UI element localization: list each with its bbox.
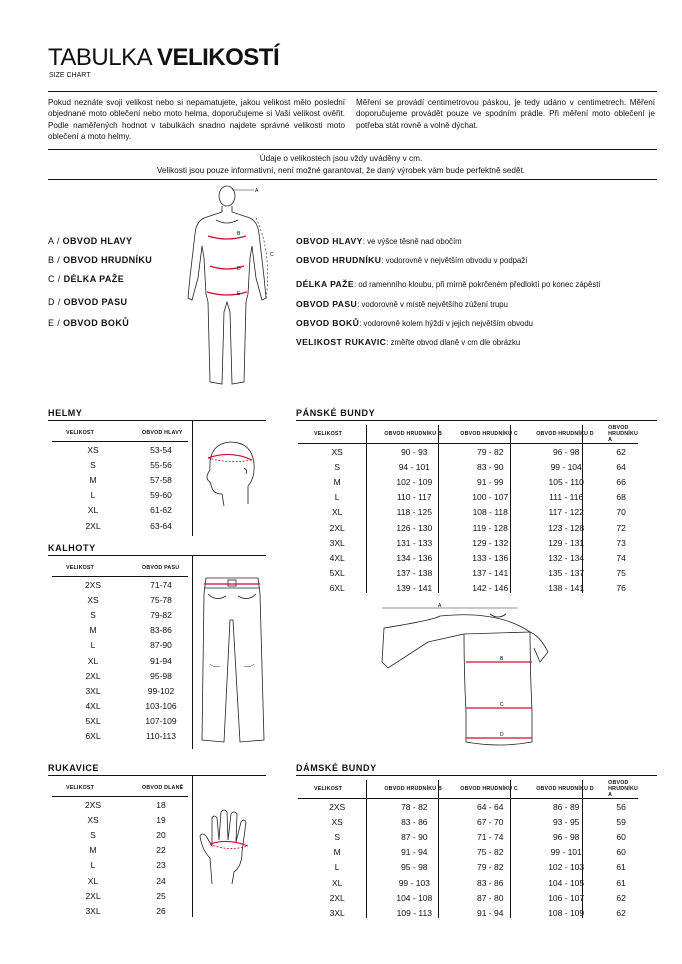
kalhoty-vline	[192, 555, 193, 749]
legend-letter: E	[48, 318, 55, 328]
cell-size: XL	[331, 507, 343, 518]
col-header-chest-c: OBVOD HRUDNÍKU C	[452, 780, 528, 799]
figure-label-a: A	[255, 188, 259, 194]
damske-vline-3	[510, 780, 511, 918]
cell-value: 117 - 122	[548, 507, 584, 518]
cell-size: XS	[331, 446, 343, 457]
cell-value: 71-74	[150, 579, 172, 590]
table-row	[52, 668, 188, 683]
cell-size: XL	[87, 655, 99, 666]
table-row	[52, 843, 188, 858]
table-row	[52, 518, 188, 533]
panske-vline-4	[582, 425, 583, 593]
cell-value: 83 - 90	[476, 461, 504, 472]
cell-value: 66	[616, 476, 626, 487]
cell-value: 71 - 74	[476, 831, 504, 842]
jacket-label-a: A	[438, 603, 442, 609]
table-row	[52, 797, 188, 813]
cell-size: 3XL	[329, 907, 345, 918]
cell-value: 75-78	[150, 594, 172, 605]
cell-value: 68	[616, 492, 626, 503]
table-row	[298, 474, 638, 489]
cell-size: S	[334, 461, 340, 472]
jacket-label-c: C	[500, 702, 504, 708]
cell-value: 72	[616, 522, 626, 533]
cell-size: XS	[87, 594, 99, 605]
cell-value: 59	[616, 816, 626, 827]
col-header-chest-d: OBVOD HRUDNÍKU D	[528, 780, 604, 799]
table-header-row	[52, 560, 188, 577]
table-row	[52, 592, 188, 607]
rukavice-vline	[192, 775, 193, 917]
table-row	[298, 581, 638, 596]
legend-desc-hips	[296, 318, 533, 328]
legend-item-e: E / OBVOD BOKŮ	[48, 318, 130, 328]
cell-value: 106 - 107	[548, 892, 585, 903]
table-row	[298, 444, 638, 460]
panske-rule	[296, 420, 657, 421]
table-row	[298, 860, 638, 875]
cell-value: 67 - 70	[476, 816, 504, 827]
table-row	[298, 490, 638, 505]
cell-value: 104 - 108	[396, 892, 433, 903]
cell-value: 99-102	[147, 685, 175, 696]
table-row	[52, 888, 188, 903]
cell-size: 6XL	[85, 731, 101, 742]
cell-size: 2XS	[84, 579, 102, 590]
col-header-chest-b: OBVOD HRUDNÍKU B	[376, 780, 452, 799]
divider-intro	[48, 149, 657, 150]
table-row	[52, 472, 188, 487]
cell-value: 96 - 98	[552, 831, 580, 842]
helmy-title: HELMY	[48, 408, 83, 418]
legend-desc-waist	[296, 299, 508, 309]
cell-value: 75 - 82	[476, 847, 504, 858]
cell-value: 60	[616, 831, 626, 842]
cell-value: 99 - 101	[550, 847, 582, 858]
cell-value: 102 - 109	[396, 476, 433, 487]
cell-value: 137 - 141	[472, 568, 509, 579]
cell-size: 2XL	[85, 520, 101, 531]
table-row	[298, 550, 638, 565]
table-header-row	[52, 780, 188, 797]
cell-size: M	[333, 847, 341, 858]
legend-desc-text: : ve výšce těsně nad obočím	[362, 237, 462, 246]
cell-size: 6XL	[329, 583, 345, 594]
legend-desc-text: : od ramenního kloubu, při mírně pokrčeném předloktí po konec zápěstí	[353, 280, 601, 289]
cell-value: 126 - 130	[396, 522, 433, 533]
rukavice-title: RUKAVICE	[48, 763, 100, 773]
cell-value: 60	[616, 847, 626, 858]
cell-size: 2XL	[329, 892, 345, 903]
cell-value: 134 - 136	[396, 552, 433, 563]
legend-desc-name: OBVOD HLAVY	[296, 236, 363, 246]
damske-rule	[296, 775, 657, 776]
legend-desc-name: VELIKOST RUKAVIC	[296, 337, 387, 347]
cell-value: 59-60	[150, 490, 172, 501]
panske-title: PÁNSKÉ BUNDY	[296, 408, 376, 418]
cell-value: 91 - 94	[476, 907, 504, 918]
cell-value: 25	[156, 890, 166, 901]
cell-size: S	[90, 829, 96, 840]
col-header-palm: OBVOD DLANĚ	[134, 780, 188, 797]
cell-size: S	[334, 831, 340, 842]
kalhoty-table	[52, 560, 188, 744]
table-row	[52, 873, 188, 888]
cell-size: M	[89, 845, 97, 856]
cell-size: L	[90, 640, 96, 651]
cell-value: 99 - 103	[398, 877, 430, 888]
cell-value: 110-113	[146, 731, 176, 742]
legend-desc-text: : změřte obvod dlaně v cm dle obrázku	[386, 338, 521, 347]
table-row	[298, 799, 638, 815]
cell-size: 3XL	[85, 685, 101, 696]
cell-value: 62	[616, 892, 626, 903]
col-header-chest-b: OBVOD HRUDNÍKU B	[376, 425, 452, 444]
cell-size: M	[333, 476, 341, 487]
cell-value: 24	[156, 875, 166, 886]
jacket-illustration	[380, 602, 550, 752]
table-row	[52, 729, 188, 744]
cell-value: 62	[616, 907, 626, 918]
col-header-chest-a: OBVOD HRUDNÍKU A	[604, 425, 638, 444]
cell-size: XL	[87, 505, 99, 516]
cell-size: L	[90, 860, 96, 871]
cell-value: 63-64	[150, 520, 172, 531]
col-header-size: VELIKOST	[52, 425, 134, 442]
cell-value: 91-94	[150, 655, 172, 666]
cell-size: 4XL	[329, 552, 345, 563]
cell-value: 90 - 93	[401, 446, 428, 457]
cell-value: 93 - 95	[552, 816, 580, 827]
cell-value: 83 - 86	[476, 877, 504, 888]
table-header-row	[298, 425, 638, 444]
table-row	[52, 577, 188, 593]
cell-size: S	[90, 459, 96, 470]
legend-letter: D	[48, 297, 55, 307]
cell-size: 2XL	[85, 890, 101, 901]
cell-value: 129 - 131	[548, 537, 585, 548]
cell-value: 56	[616, 801, 626, 812]
table-row	[52, 653, 188, 668]
cell-value: 118 - 125	[396, 507, 432, 518]
rukavice-table	[52, 780, 188, 919]
table-row	[52, 638, 188, 653]
col-header-chest-d: OBVOD HRUDNÍKU D	[528, 425, 604, 444]
table-row	[298, 845, 638, 860]
cell-size: 4XL	[85, 701, 101, 712]
table-header-row	[52, 425, 188, 442]
damske-vline-2	[438, 780, 439, 918]
kalhoty-rule	[48, 555, 266, 556]
helmy-vline	[192, 420, 193, 536]
table-row	[298, 520, 638, 535]
legend-desc-name: OBVOD HRUDNÍKU	[296, 255, 382, 265]
cell-size: 3XL	[329, 537, 345, 548]
cell-value: 95 - 98	[401, 862, 428, 873]
legend-name: OBVOD HLAVY	[62, 236, 133, 246]
cell-value: 102 - 103	[548, 862, 585, 873]
cell-size: 2XS	[329, 801, 346, 812]
rukavice-rule	[48, 775, 266, 776]
head-illustration	[200, 430, 260, 510]
cell-value: 53-54	[150, 444, 172, 455]
cell-size: 3XL	[85, 905, 101, 916]
table-row	[298, 905, 638, 920]
legend-desc-arm	[296, 279, 601, 289]
cell-value: 142 - 146	[472, 583, 509, 594]
cell-value: 94 - 101	[398, 461, 430, 472]
damske-title: DÁMSKÉ BUNDY	[296, 763, 377, 773]
cell-size: L	[90, 490, 96, 501]
cell-value: 86 - 89	[552, 801, 580, 812]
cell-size: XS	[87, 444, 99, 455]
cell-value: 99 - 104	[550, 461, 582, 472]
table-row	[298, 829, 638, 844]
cell-value: 76	[616, 583, 626, 594]
cell-value: 64	[616, 461, 626, 472]
figure-label-b: B	[237, 231, 241, 237]
panske-vline-1	[366, 425, 367, 593]
table-row	[52, 812, 188, 827]
cell-value: 73	[616, 537, 626, 548]
cell-value: 62	[616, 446, 626, 457]
cell-value: 108 - 109	[548, 907, 585, 918]
cell-size: XS	[87, 814, 99, 825]
cell-value: 55-56	[150, 459, 172, 470]
cell-value: 79-82	[150, 609, 172, 620]
cell-value: 61	[616, 877, 626, 888]
title-light: TABULKA	[48, 44, 151, 71]
cell-value: 57-58	[150, 474, 172, 485]
helmy-rule	[48, 420, 266, 421]
cell-value: 78 - 82	[401, 801, 428, 812]
cell-value: 107-109	[145, 716, 177, 727]
size-note	[0, 153, 682, 177]
page-title	[48, 44, 279, 72]
table-row	[298, 459, 638, 474]
table-row	[52, 714, 188, 729]
legend-desc-head	[296, 236, 462, 246]
table-row	[298, 535, 638, 550]
legend-letter: B	[48, 255, 55, 265]
legend-desc-name: DÉLKA PAŽE	[296, 279, 354, 289]
cell-value: 135 - 137	[548, 568, 585, 579]
cell-value: 87 - 90	[401, 831, 428, 842]
col-header-size: VELIKOST	[52, 780, 134, 797]
kalhoty-title: KALHOTY	[48, 543, 96, 553]
cell-value: 79 - 82	[476, 446, 504, 457]
figure-label-c: C	[270, 252, 274, 258]
legend-name: OBVOD PASU	[63, 297, 128, 307]
cell-value: 23	[156, 860, 166, 871]
table-row	[298, 890, 638, 905]
cell-size: 5XL	[85, 716, 101, 727]
col-header-size: VELIKOST	[52, 560, 134, 577]
cell-value: 83-86	[150, 625, 172, 636]
table-row	[52, 442, 188, 458]
cell-value: 61-62	[150, 505, 172, 516]
legend-item-b: B / OBVOD HRUDNÍKU	[48, 255, 153, 265]
cell-size: XL	[331, 877, 343, 888]
title-bold: VELIKOSTÍ	[156, 44, 280, 71]
table-row	[52, 488, 188, 503]
page-subtitle: SIZE CHART	[49, 72, 91, 79]
cell-value: 108 - 118	[472, 507, 508, 518]
cell-value: 111 - 116	[549, 492, 584, 503]
cell-size: S	[90, 609, 96, 620]
figure-label-e: E	[237, 291, 241, 297]
cell-value: 96 - 98	[552, 446, 580, 457]
jacket-label-d: D	[500, 732, 504, 738]
cell-value: 137 - 138	[396, 568, 433, 579]
cell-value: 100 - 107	[472, 492, 509, 503]
col-header-size: VELIKOST	[298, 780, 376, 799]
legend-desc-text: : vodorovně kolem hýždí v jejich největším obvodu	[359, 319, 534, 328]
legend-letter: A	[48, 236, 54, 246]
legend-name: OBVOD HRUDNÍKU	[63, 255, 153, 265]
cell-size: 5XL	[329, 568, 345, 579]
cell-value: 132 - 134	[548, 552, 585, 563]
legend-item-c: C / DÉLKA PAŽE	[48, 274, 125, 284]
cell-value: 19	[156, 814, 166, 825]
size-note-line-2: Velikosti jsou pouze informativní, není možné garantovat, že daný výrobek vám bude perfektně sedět.	[156, 166, 526, 175]
legend-name: DÉLKA PAŽE	[63, 274, 125, 284]
cell-value: 26	[156, 905, 166, 916]
cell-size: XS	[331, 816, 343, 827]
legend-item-d: D / OBVOD PASU	[48, 297, 128, 307]
size-note-line-1: Údaje o velikostech jsou vždy uváděny v cm.	[259, 154, 423, 163]
table-header-row	[298, 780, 638, 799]
table-row	[52, 503, 188, 518]
cell-size: 2XL	[85, 670, 101, 681]
table-row	[298, 566, 638, 581]
divider-note	[48, 179, 657, 180]
cell-value: 70	[616, 507, 626, 518]
col-header-size: VELIKOST	[298, 425, 376, 444]
cell-value: 64 - 64	[476, 801, 504, 812]
cell-value: 75	[616, 568, 626, 579]
table-row	[298, 505, 638, 520]
divider-top	[48, 91, 657, 92]
cell-value: 61	[616, 862, 626, 873]
cell-size: M	[89, 474, 97, 485]
legend-desc-name: OBVOD PASU	[296, 299, 358, 309]
cell-value: 83 - 86	[401, 816, 428, 827]
jacket-label-b: B	[500, 656, 504, 662]
cell-size: M	[89, 625, 97, 636]
damske-table	[298, 780, 638, 921]
cell-value: 129 - 132	[472, 537, 509, 548]
table-row	[52, 699, 188, 714]
helmy-table	[52, 425, 188, 533]
table-row	[52, 683, 188, 698]
cell-value: 133 - 136	[472, 552, 509, 563]
cell-value: 74	[616, 552, 626, 563]
cell-value: 119 - 128	[472, 522, 508, 533]
legend-name: OBVOD BOKŮ	[63, 318, 130, 328]
legend-desc-text: : vodorovně v největším obvodu v podpaží	[381, 256, 528, 265]
damske-vline-1	[366, 780, 367, 918]
legend-desc-gloves	[296, 337, 520, 347]
table-row	[52, 457, 188, 472]
panske-vline-2	[438, 425, 439, 593]
legend-letter: C	[48, 274, 55, 284]
cell-size: L	[334, 862, 340, 873]
cell-value: 95-98	[150, 670, 172, 681]
table-row	[52, 607, 188, 622]
cell-value: 109 - 113	[396, 907, 432, 918]
cell-size: XL	[87, 875, 99, 886]
cell-value: 139 - 141	[396, 583, 433, 594]
table-row	[52, 827, 188, 842]
cell-value: 91 - 99	[476, 476, 504, 487]
col-header-chest-c: OBVOD HRUDNÍKU C	[452, 425, 528, 444]
panske-table	[298, 425, 638, 596]
intro-right: Měření se provádí centimetrovou páskou, je tedy udáno v centimetrech. Měření doporučujeme provádět pouze ve spodním prádle. Při měření moto oblečení je potřeba stát rovně a volně dýchat.	[356, 98, 655, 130]
cell-value: 87-90	[150, 640, 172, 651]
cell-value: 79 - 82	[476, 862, 504, 873]
cell-value: 105 - 110	[548, 476, 584, 487]
legend-item-a: A / OBVOD HLAVY	[48, 236, 133, 246]
table-row	[298, 814, 638, 829]
cell-value: 123 - 128	[548, 522, 585, 533]
table-row	[298, 875, 638, 890]
table-row	[52, 623, 188, 638]
cell-value: 131 - 133	[396, 537, 433, 548]
table-row	[52, 903, 188, 918]
hand-illustration	[198, 806, 264, 886]
pants-illustration	[200, 574, 266, 746]
cell-value: 87 - 80	[476, 892, 504, 903]
cell-value: 104 - 105	[548, 877, 585, 888]
intro-left: Pokud neznáte svoji velikost nebo si nepamatujete, jakou velikost mělo poslední objednané moto oblečení nebo moto helma, doporučujeme si Vaši velikost ověřit. Podle naměřených hodnot v tabulkách snadno najdete správné velikosti moto oblečení a moto helmy.	[48, 98, 345, 141]
col-header-head: OBVOD HLAVY	[134, 425, 188, 442]
cell-value: 20	[156, 829, 166, 840]
cell-value: 110 - 117	[396, 492, 432, 503]
col-header-chest-a: OBVOD HRUDNÍKU A	[604, 780, 638, 799]
damske-vline-4	[582, 780, 583, 918]
cell-value: 91 - 94	[401, 847, 428, 858]
cell-size: 2XS	[84, 799, 102, 810]
cell-value: 18	[156, 799, 166, 810]
body-figure	[180, 182, 290, 392]
col-header-waist: OBVOD PASU	[134, 560, 188, 577]
table-row	[52, 858, 188, 873]
legend-desc-chest	[296, 255, 527, 265]
cell-size: 2XL	[329, 522, 345, 533]
cell-size: L	[334, 492, 340, 503]
cell-value: 22	[156, 845, 166, 856]
panske-vline-3	[510, 425, 511, 593]
figure-label-d: D	[237, 266, 241, 272]
legend-desc-name: OBVOD BOKŮ	[296, 318, 360, 328]
cell-value: 103-106	[145, 701, 177, 712]
cell-value: 138 - 141	[548, 583, 585, 594]
legend-desc-text: : vodorovně v místě největšího zúžení trupu	[357, 300, 508, 309]
